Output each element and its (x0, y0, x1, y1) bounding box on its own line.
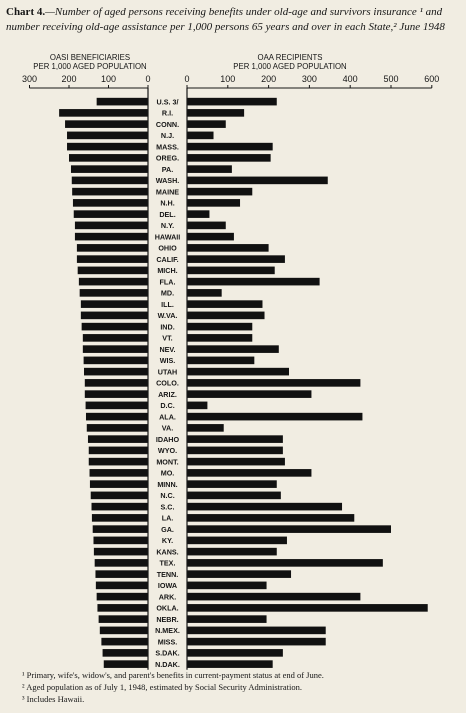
oasi-bar (84, 368, 148, 376)
oaa-bar (187, 548, 277, 556)
oaa-bar (187, 660, 273, 668)
state-row (85, 379, 361, 388)
oaa-bar (187, 255, 285, 263)
state-label: KY. (161, 536, 174, 546)
state-row (67, 142, 273, 151)
oasi-bar (89, 447, 148, 455)
oaa-bar (187, 570, 291, 578)
state-label: FLA. (159, 277, 176, 287)
state-row (86, 401, 208, 410)
oasi-bar (91, 492, 148, 500)
oaa-bar (187, 222, 226, 230)
oaa-bar (187, 379, 360, 387)
oaa-bar (187, 278, 320, 286)
state-row (77, 244, 269, 253)
oasi-bar (79, 278, 148, 286)
chart-title-text: —Number of aged persons receiving benefits under old-age and survivors insurance ¹ and number receiving old-age assistance per 1,000 persons 65 years and over in each State,² June 1948 (6, 6, 445, 33)
state-label: MD. (160, 288, 175, 298)
state-label: WIS. (159, 356, 176, 366)
state-row (85, 390, 312, 399)
state-row (93, 536, 286, 545)
oasi-bar (75, 222, 148, 230)
state-row (90, 469, 312, 478)
state-row (96, 581, 267, 590)
state-row (81, 300, 263, 309)
right-tick-label: 200 (261, 74, 277, 84)
state-row (59, 109, 244, 118)
state-label: KANS. (156, 547, 179, 557)
state-label: DEL. (159, 209, 176, 219)
state-label: WYO. (157, 446, 178, 456)
right-panel-title: OAA RECIPIENTS (257, 53, 323, 62)
oasi-bar (77, 255, 148, 263)
oasi-bar (97, 98, 148, 106)
state-label: MASS. (156, 142, 179, 152)
footnotes (22, 669, 452, 705)
oaa-bar (187, 649, 283, 657)
state-row (95, 570, 291, 579)
state-label: IND. (160, 322, 175, 332)
oasi-bar (100, 627, 148, 635)
right-tick-label: 400 (342, 74, 358, 84)
state-label: MO. (160, 468, 175, 478)
state-label: HAWAII (154, 232, 181, 242)
state-row (73, 199, 240, 208)
right-tick-label: 300 (301, 74, 317, 84)
oasi-bar (94, 548, 148, 556)
oaa-bar (187, 469, 311, 477)
oasi-bar (77, 244, 148, 252)
oasi-bar (72, 177, 148, 185)
state-label: WASH. (155, 176, 180, 186)
oasi-bar (81, 300, 148, 308)
oasi-bar (93, 537, 148, 545)
state-row (83, 334, 252, 343)
state-label: NEBR. (156, 614, 179, 624)
left-tick-label: 0 (145, 74, 151, 84)
oaa-bar (187, 154, 271, 162)
oaa-bar (187, 492, 281, 500)
oasi-bar (72, 188, 148, 196)
left-tick-label: 200 (61, 74, 77, 84)
state-label: MINN. (157, 479, 178, 489)
oaa-bar (187, 604, 428, 612)
oaa-bar (187, 514, 354, 522)
state-row (104, 660, 273, 669)
right-panel-subtitle: PER 1,000 AGED POPULATION (233, 62, 347, 71)
oaa-bar (187, 132, 214, 140)
state-row (97, 592, 361, 601)
state-row (101, 637, 325, 646)
left-tick-label: 300 (21, 74, 38, 84)
oasi-bar (97, 593, 148, 601)
oasi-bar (96, 582, 148, 590)
oaa-bar (187, 267, 275, 275)
oasi-bar (85, 379, 148, 387)
oasi-bar (87, 424, 148, 432)
state-row (82, 322, 253, 331)
state-label: MAINE (155, 187, 180, 197)
oaa-bar (187, 638, 326, 646)
oaa-bar (187, 120, 226, 128)
state-label: MONT. (156, 457, 179, 467)
state-row (67, 131, 213, 140)
oaa-bar (187, 537, 287, 545)
oasi-bar (99, 615, 148, 623)
state-row (69, 154, 271, 163)
state-label: MICH. (157, 266, 178, 276)
state-row (90, 480, 277, 489)
state-row (84, 356, 255, 365)
right-tick-label: 100 (220, 74, 236, 84)
state-label: PA. (161, 164, 174, 174)
oaa-bar (187, 458, 285, 466)
oaa-bar (187, 627, 326, 635)
state-label: R.I. (161, 108, 174, 118)
footnote-2: ² Aged population as of July 1, 1948, estimated by Social Security Administration. (22, 682, 302, 692)
state-row (87, 424, 224, 433)
oasi-bar (80, 289, 148, 297)
state-row (93, 525, 391, 534)
state-label: TEX. (159, 558, 176, 568)
state-label: ILL. (161, 299, 174, 309)
state-row (89, 446, 283, 455)
state-label: LA. (161, 513, 174, 523)
state-row (86, 412, 362, 421)
state-row (83, 345, 279, 354)
oaa-bar (187, 435, 283, 443)
oasi-bar (104, 660, 148, 668)
oasi-bar (90, 469, 148, 477)
oaa-bar (187, 615, 267, 623)
state-label: ARK. (158, 592, 177, 602)
oasi-bar (90, 480, 148, 488)
state-row (75, 221, 226, 230)
oaa-bar (187, 312, 265, 320)
oasi-bar (78, 267, 148, 275)
oaa-bar (187, 165, 232, 173)
left-axis (22, 74, 151, 88)
state-label: S.DAK. (155, 648, 180, 658)
oaa-bar (187, 559, 383, 567)
oaa-bar (187, 199, 240, 207)
oaa-bar (187, 244, 269, 252)
state-row (74, 210, 210, 219)
oaa-bar (187, 357, 254, 365)
oasi-bar (65, 120, 148, 128)
state-label: OHIO (158, 243, 177, 253)
oasi-bar (73, 199, 148, 207)
right-tick-label: 0 (184, 74, 190, 84)
oasi-bar (75, 233, 148, 241)
state-row (65, 120, 226, 129)
left-panel-header (33, 53, 146, 71)
oaa-bar (187, 424, 224, 432)
state-label: ALA. (159, 412, 176, 422)
right-tick-label: 500 (383, 74, 399, 84)
oasi-bar (86, 413, 148, 421)
oasi-bar (97, 604, 148, 612)
oasi-bar (88, 435, 148, 443)
right-panel-header (233, 53, 346, 71)
oasi-bar (83, 334, 148, 342)
oaa-bar (187, 109, 244, 117)
oaa-bar (187, 447, 283, 455)
oasi-bar (92, 514, 148, 522)
oasi-bar (81, 312, 148, 320)
state-label: CONN. (155, 119, 180, 129)
oasi-bar (85, 390, 148, 398)
oasi-bar (95, 570, 148, 578)
state-label: VA. (161, 423, 174, 433)
oasi-bar (69, 154, 148, 162)
state-row (72, 187, 252, 196)
oaa-bar (187, 334, 252, 342)
state-label: N.MEX. (155, 626, 180, 636)
oasi-bar (83, 345, 148, 353)
state-label: D.C. (160, 401, 175, 411)
oaa-bar (187, 300, 262, 308)
state-label: N.J. (160, 131, 175, 141)
footnote-3: ³ Includes Hawaii. (22, 694, 85, 704)
oasi-bar (93, 525, 148, 533)
state-row (97, 604, 427, 613)
oasi-bar (59, 109, 148, 117)
oaa-bar (187, 345, 279, 353)
state-label: OKLA. (156, 603, 179, 613)
left-tick-label: 100 (100, 74, 117, 84)
oaa-bar (187, 323, 252, 331)
state-label: N.C. (160, 491, 175, 501)
oaa-bar (187, 390, 311, 398)
oaa-bar (187, 593, 360, 601)
state-row (92, 514, 354, 523)
state-row (91, 491, 281, 500)
state-label: ARIZ. (158, 389, 177, 399)
state-label: NEV. (159, 344, 176, 354)
state-row (81, 311, 265, 320)
oasi-bar (82, 323, 148, 331)
oasi-bar (67, 143, 148, 151)
oaa-bar (187, 368, 289, 376)
left-panel-title: OASI BENEFICIARIES (49, 53, 131, 62)
state-label: UTAH (157, 367, 178, 377)
state-label: W.VA. (157, 311, 178, 321)
oaa-bar (187, 480, 277, 488)
state-label: N.Y. (160, 221, 175, 231)
oaa-bar (187, 177, 328, 185)
oaa-bar (187, 525, 391, 533)
state-label: N.DAK. (155, 659, 180, 669)
state-row (77, 255, 285, 264)
oaa-bar (187, 143, 273, 151)
state-row (71, 165, 232, 174)
state-row (72, 176, 328, 185)
state-row (88, 435, 283, 444)
oasi-bar (71, 165, 148, 173)
oasi-bar (95, 559, 148, 567)
state-row (75, 232, 234, 241)
chart-title-lead: Chart 4. (6, 6, 46, 18)
state-label: IDAHO (155, 434, 180, 444)
state-label: OREG. (155, 153, 180, 163)
state-label: N.H. (160, 198, 175, 208)
oaa-bar (187, 289, 222, 297)
state-row (79, 277, 320, 286)
oasi-bar (103, 649, 148, 657)
state-row (103, 649, 283, 658)
state-label: S.C. (160, 502, 175, 512)
oasi-bar (74, 210, 148, 218)
state-label: MISS. (157, 637, 178, 647)
oaa-bar (187, 233, 234, 241)
state-row (100, 626, 326, 635)
oasi-bar (84, 357, 148, 365)
state-row (94, 547, 277, 556)
oaa-bar (187, 402, 207, 410)
state-label: CALIF. (156, 254, 179, 264)
oaa-bar (187, 503, 342, 511)
state-label: GA. (161, 524, 174, 534)
state-row (99, 615, 267, 624)
oaa-bar (187, 210, 209, 218)
state-label: U.S. 3/ (156, 97, 179, 107)
oasi-bar (86, 402, 148, 410)
chart-rows (59, 88, 428, 670)
state-row (80, 289, 222, 298)
right-tick-label: 600 (424, 74, 440, 84)
state-label: IOWA (157, 581, 178, 591)
footnote-1: ¹ Primary, wife's, widow's, and parent's benefits in current-payment status at end of June. (22, 670, 324, 680)
state-label: TENN. (156, 569, 179, 579)
oasi-bar (101, 638, 148, 646)
oaa-bar (187, 413, 362, 421)
oaa-bar (187, 98, 277, 106)
right-axis (184, 74, 439, 88)
oasi-bar (67, 132, 148, 140)
oasi-bar (89, 458, 148, 466)
oaa-bar (187, 188, 252, 196)
state-label: COLO. (156, 378, 179, 388)
state-row (95, 559, 383, 568)
state-label: VT. (162, 333, 173, 343)
left-panel-subtitle: PER 1,000 AGED POPULATION (33, 62, 147, 71)
oasi-bar (92, 503, 148, 511)
state-row (92, 502, 343, 511)
oaa-bar (187, 582, 267, 590)
state-row (78, 266, 275, 275)
